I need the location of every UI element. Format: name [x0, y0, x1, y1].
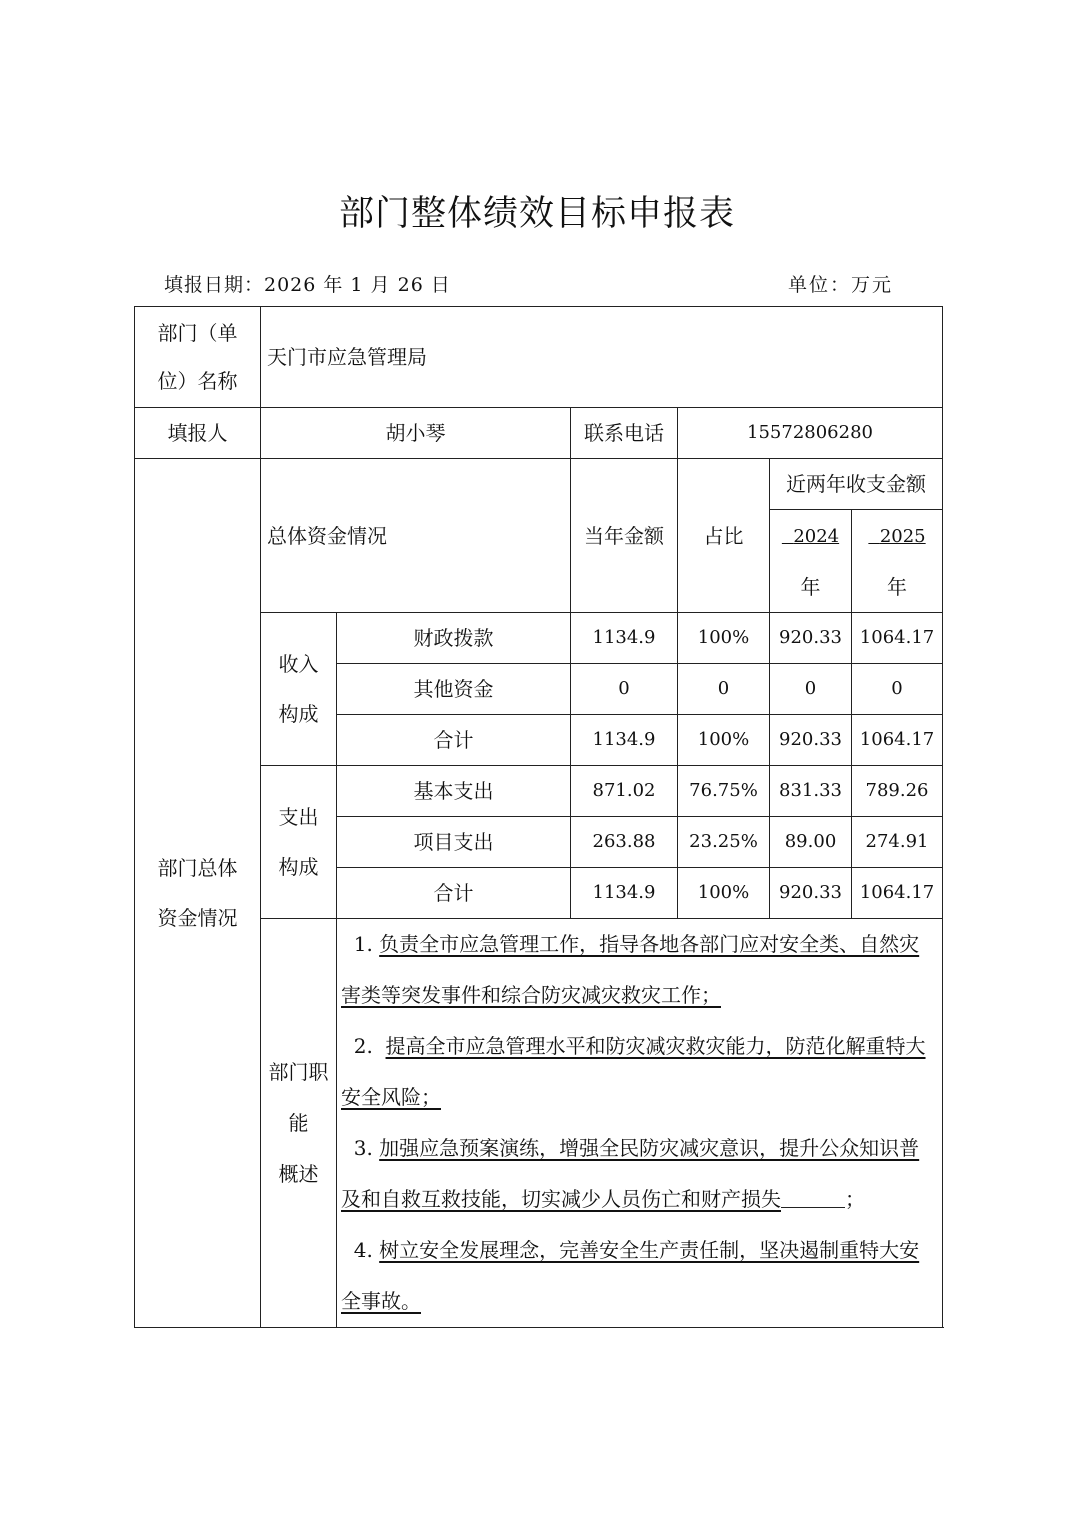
- row-2025: 1064.17: [852, 868, 943, 919]
- row-current: 0: [571, 664, 678, 715]
- row-current: 1134.9: [571, 613, 678, 664]
- row-2024: 920.33: [770, 613, 852, 664]
- row-2025: 789.26: [852, 766, 943, 817]
- funds-header-row: [135, 459, 943, 510]
- duty-item: 2. 提高全市应急管理水平和防灾减灾救灾能力，防范化解重特大安全风险；: [341, 1034, 926, 1109]
- row-ratio: 100%: [678, 715, 770, 766]
- row-ratio: 100%: [678, 613, 770, 664]
- row-name: 项目支出: [337, 817, 571, 868]
- dept-name-value: 天门市应急管理局: [261, 307, 943, 408]
- recent-years-header: 近两年收支金额: [770, 459, 943, 510]
- reporter-label: 填报人: [135, 408, 261, 459]
- performance-form-table: [134, 306, 943, 1328]
- duties-content: [337, 919, 943, 1328]
- row-current: 263.88: [571, 817, 678, 868]
- row-2024: 920.33: [770, 715, 852, 766]
- reporter-name: 胡小琴: [261, 408, 571, 459]
- row-2024: 920.33: [770, 868, 852, 919]
- year-2025-header: 2025 年: [852, 510, 943, 613]
- unit-label: 单位：万元: [788, 274, 894, 296]
- row-name: 基本支出: [337, 766, 571, 817]
- row-name: 其他资金: [337, 664, 571, 715]
- row-2025: 1064.17: [852, 715, 943, 766]
- row-ratio: 100%: [678, 868, 770, 919]
- duty-item: 4. 树立安全发展理念，完善安全生产责任制，坚决遏制重特大安全事故。: [341, 1238, 920, 1313]
- duty-item: 3. 加强应急预案演练，增强全民防灾减灾意识，提升公众知识普及和自救互救技能，切实减少人员伤亡和财产损失 ；: [341, 1136, 920, 1211]
- row-ratio: 76.75%: [678, 766, 770, 817]
- expense-group-label: 支出 构成: [261, 766, 337, 919]
- dept-label: 部门（单 位）名称: [135, 307, 261, 408]
- page-title: 部门整体绩效目标申报表: [338, 194, 735, 234]
- dept-row: [135, 307, 943, 408]
- row-2024: 89.00: [770, 817, 852, 868]
- row-name: 合计: [337, 715, 571, 766]
- reporter-row: [135, 408, 943, 459]
- row-2024: 831.33: [770, 766, 852, 817]
- row-2025: 1064.17: [852, 613, 943, 664]
- report-date: 填报日期：2026 年 1 月 26 日: [164, 274, 451, 296]
- row-2025: 274.91: [852, 817, 943, 868]
- income-group-label: 收入 构成: [261, 613, 337, 766]
- row-ratio: 23.25%: [678, 817, 770, 868]
- ratio-header: 占比: [678, 459, 770, 613]
- row-name: 合计: [337, 868, 571, 919]
- row-2024: 0: [770, 664, 852, 715]
- row-current: 1134.9: [571, 868, 678, 919]
- year-2024-header: 2024 年: [770, 510, 852, 613]
- duties-label: 部门职能 概述: [261, 919, 337, 1328]
- row-2025: 0: [852, 664, 943, 715]
- row-current: 871.02: [571, 766, 678, 817]
- row-name: 财政拨款: [337, 613, 571, 664]
- funds-section-label: 部门总体 资金情况: [135, 459, 261, 1328]
- phone-label: 联系电话: [571, 408, 678, 459]
- overall-funds-label: 总体资金情况: [261, 459, 571, 613]
- phone-value: 15572806280: [678, 408, 943, 459]
- duty-item: 1. 负责全市应急管理工作，指导各地各部门应对安全类、自然灾害类等突发事件和综合防灾减灾救灾工作；: [341, 932, 920, 1007]
- row-ratio: 0: [678, 664, 770, 715]
- current-amount-header: 当年金额: [571, 459, 678, 613]
- row-current: 1134.9: [571, 715, 678, 766]
